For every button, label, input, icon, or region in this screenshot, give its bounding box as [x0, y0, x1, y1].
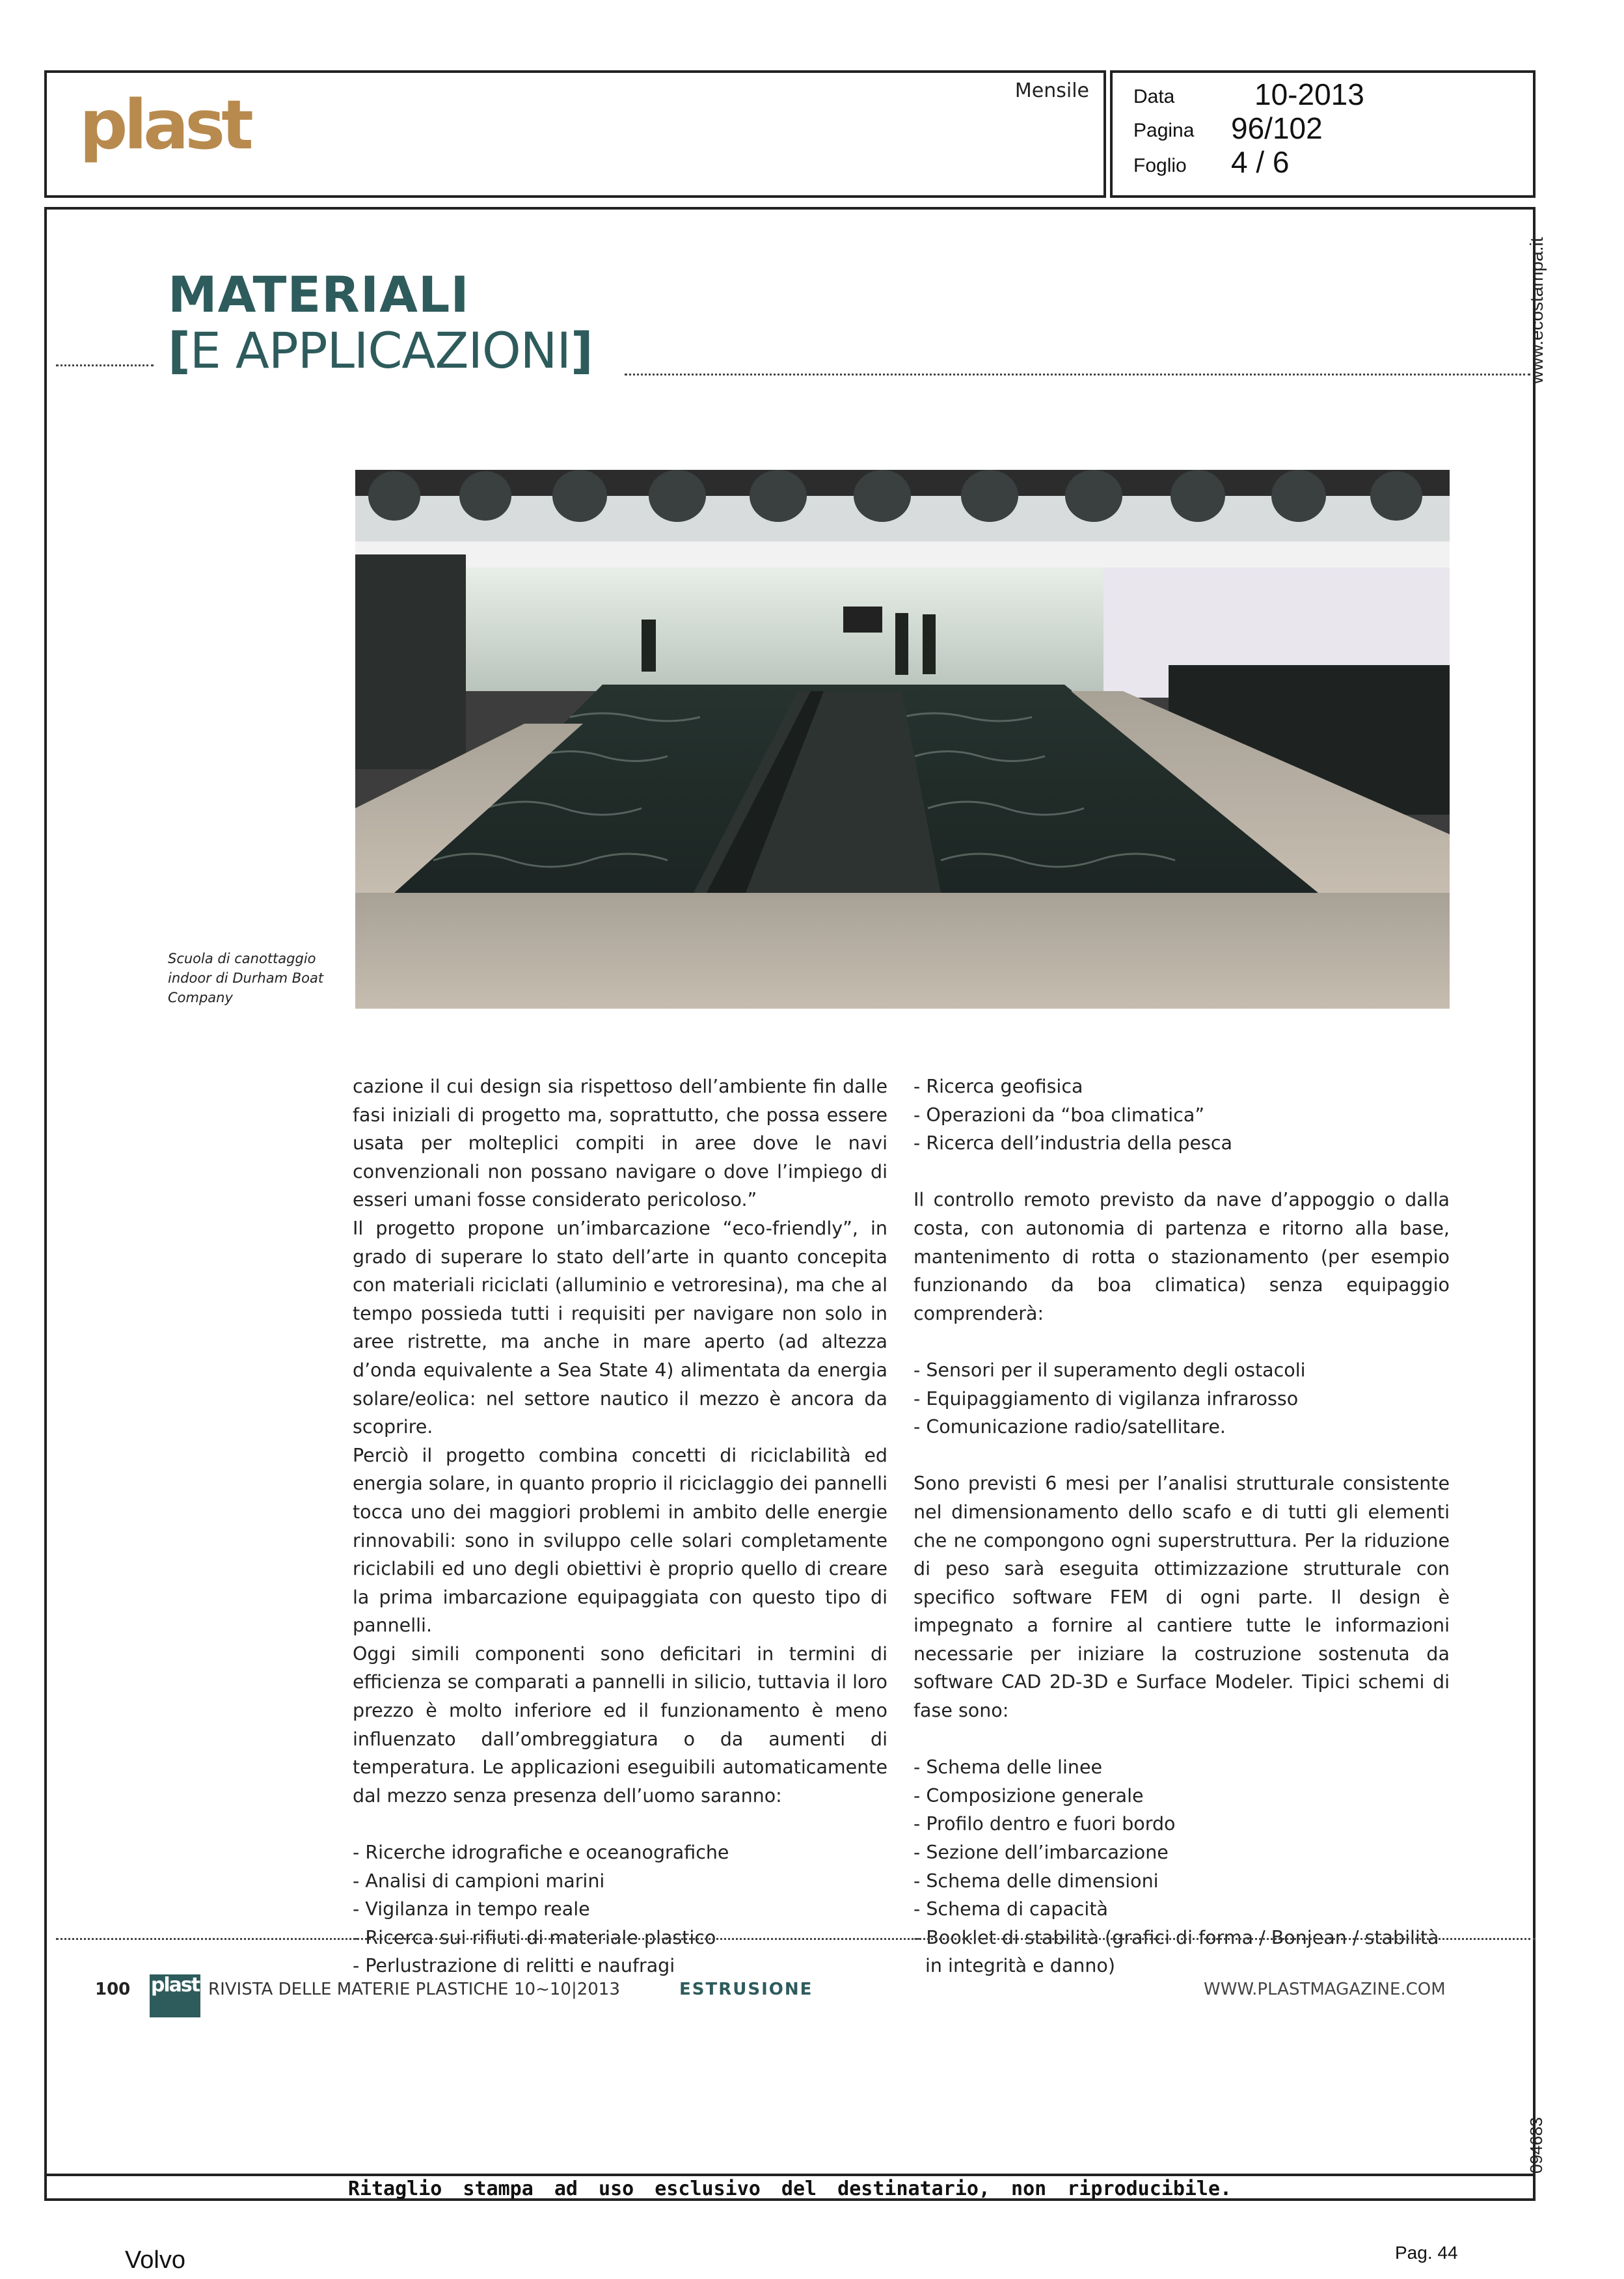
footer-magazine-name: RIVISTA DELLE MATERIE PLASTICHE [208, 1980, 509, 1999]
footer-section: ESTRUSIONE [679, 1980, 813, 1999]
footer-page-number: 100 [95, 1980, 131, 1999]
meta-value-pagina: 96/102 [1231, 111, 1323, 145]
meta-label-data: Data [1133, 86, 1175, 107]
list-item: - Ricerca geofisica [914, 1076, 1083, 1097]
rowing-school-photo [355, 470, 1450, 1009]
phase-schemes-list [914, 1753, 1450, 1980]
paragraph: Sono previsti 6 mesi per l’analisi strutturale consistente nel dimensionamento dello scafo e di tutti gli elementi che ne compongono ogni superstruttura. Per la riduzione di peso sarà eseguita ottimizzazione strutturale con specifico software FEM di ogni parte. Il design è impegnato a fornire al cantiere tutte le informazioni necessarie per iniziare la costruzione sostenuta da software CAD 2D-3D e Surface Modeler. Tipici schemi di fase sono: [914, 1473, 1450, 1722]
footer-dotted-rule [56, 1938, 1536, 1940]
footer-url: WWW.PLASTMAGAZINE.COM [1204, 1980, 1446, 1999]
list-item: - Equipaggiamento di vigilanza infrarosso [914, 1387, 1299, 1410]
list-item: - Booklet di stabilità (grafici di forma / Bonjean / stabilità in integrità e danno) [914, 1926, 1439, 1977]
plast-logo: plast [79, 85, 250, 165]
paragraph: cazione il cui design sia rispettoso dell’ambiente fin dalle fasi iniziali di progetto ma, soprattutto, che possa essere usata per molteplici compiti in aree dove le navi convenzionali non possano navigare o dove l’impiego di esseri umani fosse considerato pericoloso.” [353, 1076, 887, 1211]
periodicity: Mensile [1014, 79, 1089, 102]
text-column-left [353, 1072, 887, 1980]
section-subtitle-text: E APPLICAZIONI [189, 321, 571, 379]
bracket-close: ] [570, 321, 593, 379]
client-brand: Volvo [125, 2246, 185, 2274]
list-item: - Sensori per il superamento degli ostacoli [914, 1359, 1306, 1381]
list-item: - Schema delle dimensioni [914, 1870, 1159, 1892]
page-label: Pag. 44 [1395, 2243, 1458, 2263]
list-item: - Operazioni da “boa climatica” [914, 1104, 1205, 1126]
title-dotted-rule-right [625, 374, 1530, 375]
list-item: - Analisi di campioni marini [353, 1870, 605, 1892]
frame-divider [44, 2174, 1536, 2176]
paragraph: Perciò il progetto combina concetti di riciclabilità ed energia solare, in quanto proprio il riciclaggio dei pannelli tocca uno dei maggiori problemi in ambito delle energie rinnovabili: sono in sviluppo celle solari completamente riciclabili ed uno degli obiettivi è proprio quello di creare la prima imbarcazione equipaggiata con questo tipo di pannelli. [353, 1444, 887, 1637]
footer-plast-logo: plast [150, 1974, 200, 2017]
list-item: - Schema delle linee [914, 1756, 1103, 1779]
paragraph: Il progetto propone un’imbarcazione “eco-friendly”, in grado di superare lo stato dell’arte in quanto concepita con materiali riciclati (alluminio e vetroresina), ma che al tempo possieda tutti i requisiti per navigare non solo in aree ristrette, ma anche in mare aperto (ad altezza d’onda equivalente a Sea State 4) alimentata da energia solare/eolica: nel settore nautico il mezzo è ancora da scoprire. [353, 1217, 887, 1438]
list-item: - Ricerca dell’industria della pesca [914, 1132, 1232, 1154]
applications-list-continued [914, 1072, 1450, 1158]
list-item: - Vigilanza in tempo reale [353, 1898, 590, 1920]
side-code: 094683 [1526, 2117, 1546, 2174]
list-item: - Sezione dell’imbarcazione [914, 1842, 1169, 1864]
meta-value-foglio: 4 / 6 [1231, 145, 1290, 179]
section-title: MATERIALI [168, 266, 470, 323]
meta-value-data: 10-2013 [1254, 77, 1364, 111]
list-item: - Ricerca sui rifiuti di materiale plastico [353, 1926, 716, 1948]
header-meta-box [1110, 70, 1536, 198]
paragraph: Il controllo remoto previsto da nave d’appoggio o dalla costa, con autonomia di partenza e ritorno alla base, mantenimento di rotta o stazionamento (per esempio funzionando da boa climatica) senza equipaggio comprenderà: [914, 1189, 1450, 1324]
footer-issue: 10~10|2013 [514, 1980, 620, 1999]
applications-list [353, 1838, 887, 1980]
photo-caption: Scuola di canottaggio indoor di Durham Boat Company [168, 951, 324, 1005]
text-column-right [914, 1072, 1450, 1980]
side-url: www.ecostampa.it [1526, 237, 1547, 384]
list-item: - Schema di capacità [914, 1898, 1108, 1920]
list-item: - Perlustrazione di relitti e naufragi [353, 1955, 675, 1977]
meta-label-pagina: Pagina [1133, 120, 1195, 141]
title-dotted-rule-left [56, 364, 154, 366]
list-item: - Profilo dentro e fuori bordo [914, 1813, 1176, 1835]
list-item: - Ricerche idrografiche e oceanografiche [353, 1842, 729, 1864]
rowing-tank-illustration [355, 470, 1450, 1009]
section-subtitle [168, 321, 593, 379]
list-item: - Composizione generale [914, 1784, 1144, 1807]
paragraph: Oggi simili componenti sono deficitari in termini di efficienza se comparati a pannelli in silicio, tuttavia il loro prezzo è molto inferiore ed il funzionamento è meno influenzato dall’ombreggiatura o da aumenti di temperatura. Le applicazioni eseguibili automaticamente dal mezzo senza presenza dell’uomo saranno: [353, 1643, 887, 1807]
bracket-open: [ [168, 321, 190, 379]
list-item: - Comunicazione radio/satellitare. [914, 1416, 1226, 1438]
equipment-list [914, 1356, 1450, 1441]
meta-label-foglio: Foglio [1133, 155, 1187, 176]
disclaimer: Ritaglio stampa ad uso esclusivo del destinatario, non riproducibile. [347, 2177, 1232, 2200]
